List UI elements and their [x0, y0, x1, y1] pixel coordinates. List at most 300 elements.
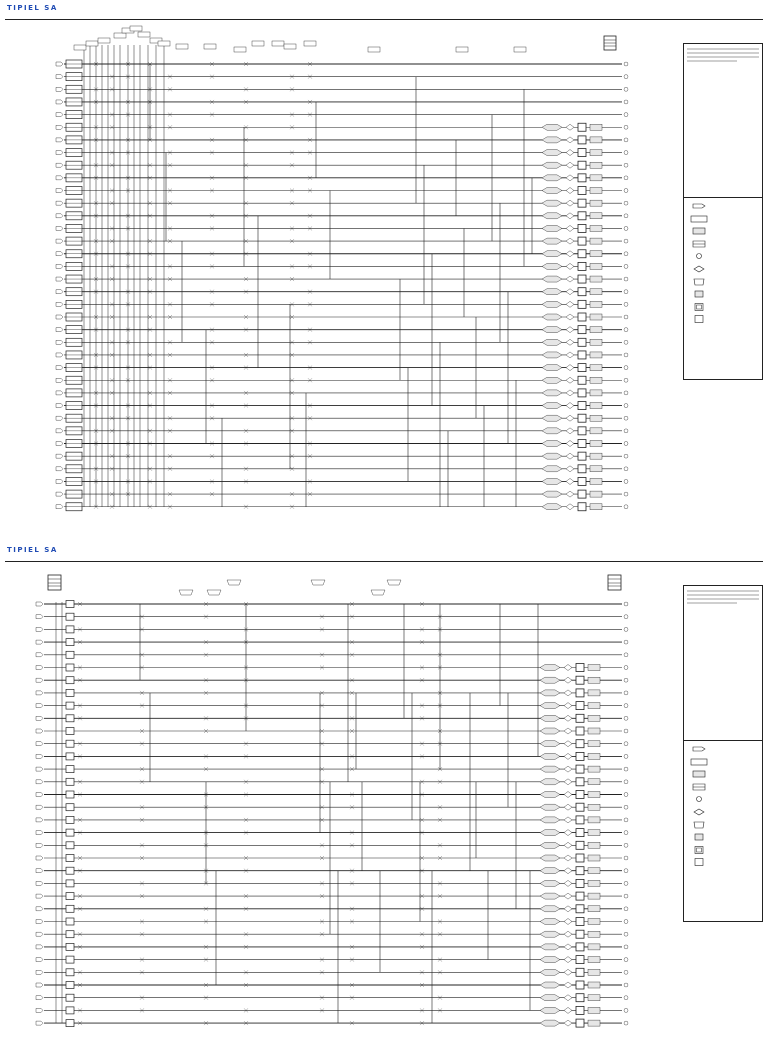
control-box	[576, 994, 584, 1002]
notes-line	[687, 48, 759, 50]
offpage-connector-out	[624, 767, 628, 771]
equipment-tag	[590, 251, 602, 257]
instrument-diamond	[564, 779, 572, 785]
equipment-tag	[590, 301, 602, 307]
offpage-connector-in	[56, 404, 63, 408]
instrument-tag	[540, 728, 560, 734]
offpage-connector-in	[36, 1008, 43, 1012]
offpage-connector-in	[56, 125, 63, 129]
instrument-diamond	[564, 690, 572, 696]
equipment-tag	[588, 804, 600, 810]
instrument-tag	[542, 415, 562, 421]
offpage-connector-out	[624, 818, 628, 822]
offpage-connector-in	[36, 932, 43, 936]
offpage-connector-in	[56, 75, 63, 79]
instrument-tag	[540, 741, 560, 747]
instrument-tag	[542, 327, 562, 333]
panel-icon	[695, 316, 703, 323]
header-tag	[130, 26, 142, 31]
offpage-connector-in	[56, 290, 63, 294]
offpage-connector-out	[624, 189, 628, 193]
control-box	[576, 765, 584, 773]
control-box	[576, 791, 584, 799]
instrument-tag	[542, 314, 562, 320]
control-box	[576, 943, 584, 951]
header-tag	[284, 44, 296, 49]
control-box	[576, 854, 584, 862]
instrument-diamond	[564, 944, 572, 950]
offpage-connector-out	[624, 831, 628, 835]
offpage-connector-out	[624, 151, 628, 155]
legend-item	[684, 213, 762, 226]
equipment-tag	[590, 441, 602, 447]
instrument-diamond	[564, 817, 572, 823]
equipment-tag	[588, 919, 600, 925]
instrument-diamond	[564, 893, 572, 899]
equipment-tag	[588, 665, 600, 671]
offpage-connector-in	[36, 805, 43, 809]
instrument-tag	[542, 263, 562, 269]
offpage-connector-symbol	[690, 202, 708, 210]
offpage-connector-in	[56, 62, 63, 66]
control-box	[578, 414, 586, 422]
instrument-tag	[542, 339, 562, 345]
instrument-tag	[542, 301, 562, 307]
offpage-connector-in	[36, 920, 43, 924]
offpage-connector-in	[36, 627, 43, 631]
offpage-connector-out	[624, 239, 628, 243]
offpage-connector-out	[624, 691, 628, 695]
instrument-diamond	[566, 428, 574, 434]
instrument-diamond	[564, 931, 572, 937]
legend-item	[684, 288, 762, 301]
equipment-tag	[590, 188, 602, 194]
offpage-connector-out	[624, 894, 628, 898]
offpage-connector-in	[36, 742, 43, 746]
equipment-tag-symbol	[690, 783, 708, 791]
offpage-connector-in	[56, 138, 63, 142]
control-box	[578, 402, 586, 410]
offpage-connector-out	[624, 704, 628, 708]
instrument-diamond	[564, 969, 572, 975]
control-box	[578, 376, 586, 384]
offpage-connector-in	[36, 970, 43, 974]
equipment-tag	[588, 969, 600, 975]
equipment-tag	[590, 339, 602, 345]
instrument-tag	[540, 855, 560, 861]
equipment-tag	[590, 453, 602, 459]
instrument-tag	[542, 377, 562, 383]
instrument-symbol	[690, 265, 708, 273]
offpage-connector-out	[624, 252, 628, 256]
equipment-tag	[590, 175, 602, 181]
offpage-connector-in	[36, 640, 43, 644]
instrument-tag	[540, 817, 560, 823]
offpage-connector-in	[56, 416, 63, 420]
heat-exchanger-symbol	[690, 770, 708, 778]
offpage-connector-out	[624, 1008, 628, 1012]
offpage-connector-out	[624, 176, 628, 180]
equipment-tag	[588, 690, 600, 696]
control-box	[578, 136, 586, 144]
header-tag	[368, 47, 380, 52]
equipment-tag	[590, 415, 602, 421]
instrument-tag	[542, 162, 562, 168]
header-tag	[311, 580, 325, 585]
instrument-diamond	[564, 1020, 572, 1026]
control-box	[578, 275, 586, 283]
instrument-diamond	[564, 868, 572, 874]
control-box	[576, 918, 584, 926]
notes-line	[687, 590, 759, 592]
offpage-connector-in	[56, 151, 63, 155]
control-box	[576, 689, 584, 697]
offpage-connector-out	[624, 856, 628, 860]
legend-item	[684, 238, 762, 251]
instrument-tag	[542, 453, 562, 459]
control-box	[66, 829, 74, 836]
equipment-tag	[590, 137, 602, 143]
instrument-diamond	[566, 365, 574, 371]
instrument-tag	[540, 1020, 560, 1026]
heat-exchanger-icon	[693, 228, 705, 234]
control-box	[66, 956, 74, 963]
offpage-connector-out	[624, 653, 628, 657]
instrument-diamond	[564, 842, 572, 848]
equipment-tag	[590, 403, 602, 409]
control-box	[578, 389, 586, 397]
control-box	[66, 791, 74, 798]
control-box	[66, 855, 74, 862]
instrument-diamond	[564, 919, 572, 925]
control-box	[578, 313, 586, 321]
instrument-diamond	[564, 741, 572, 747]
offpage-connector-in	[56, 479, 63, 483]
control-box	[576, 841, 584, 849]
control-box	[578, 187, 586, 195]
vessel-symbol	[690, 758, 708, 766]
offpage-connector-icon	[693, 204, 705, 208]
instrument-tag	[542, 352, 562, 358]
control-box	[578, 427, 586, 435]
offpage-connector-out	[624, 945, 628, 949]
instrument-tag	[542, 150, 562, 156]
offpage-connector-out	[624, 716, 628, 720]
control-box	[66, 905, 74, 912]
offpage-connector-in	[36, 958, 43, 962]
header-tag	[138, 32, 150, 37]
control-box-icon	[695, 303, 703, 310]
trapezoid-tag-symbol	[690, 821, 708, 829]
offpage-connector-in	[36, 780, 43, 784]
instrument-diamond	[566, 251, 574, 257]
offpage-connector-out	[624, 958, 628, 962]
offpage-connector-in	[56, 492, 63, 496]
offpage-connector-out	[624, 843, 628, 847]
legend-item	[684, 313, 762, 326]
equipment-tag	[588, 995, 600, 1001]
panel-icon	[695, 859, 703, 866]
header-tag	[98, 38, 110, 43]
control-box	[578, 199, 586, 207]
control-box	[66, 740, 74, 747]
notes-line	[687, 60, 737, 62]
offpage-connector-in	[36, 843, 43, 847]
instrument-diamond	[566, 415, 574, 421]
instrument-diamond	[566, 238, 574, 244]
instrument-diamond	[566, 137, 574, 143]
control-box	[66, 766, 74, 773]
control-box	[578, 237, 586, 245]
header-tag	[304, 41, 316, 46]
instrument-diamond	[566, 200, 574, 206]
instrument-tag	[540, 868, 560, 874]
offpage-connector-out	[624, 615, 628, 619]
offpage-connector-in	[56, 163, 63, 167]
instrument-diamond	[566, 466, 574, 472]
control-box	[66, 601, 74, 608]
offpage-connector-in	[56, 505, 63, 509]
control-box	[66, 728, 74, 735]
control-box	[66, 893, 74, 900]
legend-item	[684, 200, 762, 213]
instrument-tag	[540, 919, 560, 925]
offpage-connector-out	[624, 429, 628, 433]
offpage-connector-in	[56, 328, 63, 332]
control-box	[66, 1007, 74, 1014]
header-tag	[86, 41, 98, 46]
offpage-connector-out	[624, 793, 628, 797]
offpage-connector-in	[56, 442, 63, 446]
instrument-tag	[540, 842, 560, 848]
instrument-tag	[540, 893, 560, 899]
heat-exchanger-symbol	[690, 227, 708, 235]
offpage-connector-out	[624, 378, 628, 382]
legend-item	[684, 781, 762, 794]
offpage-connector-in	[56, 302, 63, 306]
notes-panel	[683, 585, 763, 741]
instrument-tag	[542, 225, 562, 231]
offpage-connector-out	[624, 201, 628, 205]
offpage-connector-in	[36, 678, 43, 682]
equipment-tag	[588, 677, 600, 683]
control-box	[66, 639, 74, 646]
control-box	[578, 250, 586, 258]
offpage-connector-in	[56, 239, 63, 243]
offpage-connector-out	[624, 492, 628, 496]
offpage-connector-out	[624, 742, 628, 746]
notes-heading	[684, 586, 762, 588]
instrument-tag	[542, 428, 562, 434]
instrument-diamond	[566, 441, 574, 447]
control-box	[66, 677, 74, 684]
instrument-tag	[542, 365, 562, 371]
equipment-tag-icon	[693, 241, 705, 247]
equipment-tag	[590, 289, 602, 295]
instrument-diamond	[564, 677, 572, 683]
offpage-connector-in	[56, 201, 63, 205]
control-box	[578, 364, 586, 372]
instrument-tag	[542, 491, 562, 497]
offpage-connector-out	[624, 62, 628, 66]
instrument-tag	[542, 238, 562, 244]
header-tag	[371, 590, 385, 595]
offpage-connector-out	[624, 640, 628, 644]
instrument-diamond	[564, 703, 572, 709]
equipment-tag	[588, 842, 600, 848]
offpage-connector-out	[624, 869, 628, 873]
instrument-tag	[540, 1007, 560, 1013]
equipment-tag	[590, 466, 602, 472]
equipment-tag-icon	[693, 784, 705, 790]
control-box	[578, 351, 586, 359]
offpage-connector-out	[624, 442, 628, 446]
equipment-tag	[588, 715, 600, 721]
equipment-tag	[588, 931, 600, 937]
vessel-icon	[691, 759, 707, 765]
instrument-icon	[694, 809, 704, 815]
header-tag	[272, 41, 284, 46]
header-tag	[179, 590, 193, 595]
offpage-connector-in	[56, 176, 63, 180]
instrument-tag	[540, 969, 560, 975]
offpage-connector-in	[36, 666, 43, 670]
instrument-tag	[540, 804, 560, 810]
instrument-diamond	[564, 665, 572, 671]
header-tag	[456, 47, 468, 52]
offpage-connector-in	[36, 831, 43, 835]
instrument-diamond	[566, 403, 574, 409]
header-tag	[74, 45, 86, 50]
instrument-diamond	[564, 1007, 572, 1013]
equipment-tag	[590, 478, 602, 484]
control-box	[576, 930, 584, 938]
equipment-tag	[590, 327, 602, 333]
instrument-diamond	[566, 453, 574, 459]
offpage-connector-out	[624, 100, 628, 104]
equipment-tag	[588, 728, 600, 734]
instrument-tag	[540, 906, 560, 912]
control-box	[576, 981, 584, 989]
instrument-tag	[540, 944, 560, 950]
instrument-diamond	[566, 263, 574, 269]
instrument-tag	[540, 677, 560, 683]
legend-item	[684, 276, 762, 289]
offpage-connector-out	[624, 780, 628, 784]
offpage-connector-in	[36, 754, 43, 758]
offpage-connector-in	[36, 818, 43, 822]
header-tag	[387, 580, 401, 585]
equipment-tag	[588, 703, 600, 709]
offpage-connector-in	[56, 226, 63, 230]
offpage-connector-out	[624, 163, 628, 167]
instrument-diamond	[564, 830, 572, 836]
control-box	[576, 714, 584, 722]
control-box	[576, 664, 584, 672]
equipment-tag	[588, 906, 600, 912]
instrument-tag	[540, 703, 560, 709]
instrument-tag	[540, 792, 560, 798]
equipment-tag	[590, 352, 602, 358]
equipment-tag	[590, 200, 602, 206]
control-box	[576, 879, 584, 887]
equipment-tag	[588, 1007, 600, 1013]
equipment-tag	[588, 893, 600, 899]
company-logo: TIPIEL SA	[7, 546, 58, 554]
control-box	[66, 651, 74, 658]
control-box	[576, 892, 584, 900]
instrument-tag	[542, 124, 562, 130]
control-box	[576, 867, 584, 875]
offpage-connector-in	[36, 793, 43, 797]
control-box	[578, 212, 586, 220]
offpage-connector-symbol	[690, 745, 708, 753]
offpage-connector-in	[36, 869, 43, 873]
offpage-connector-in	[36, 907, 43, 911]
notes-line	[687, 52, 759, 54]
header-tag	[204, 44, 216, 49]
instrument-diamond	[564, 804, 572, 810]
instrument-tag	[542, 504, 562, 510]
instrument-diamond	[566, 327, 574, 333]
control-box	[576, 968, 584, 976]
offpage-connector-in	[56, 467, 63, 471]
notes-heading	[684, 44, 762, 46]
equipment-tag-symbol	[690, 240, 708, 248]
offpage-connector-out	[624, 932, 628, 936]
legend-item	[684, 250, 762, 263]
instrument-diamond	[566, 276, 574, 282]
offpage-connector-out	[624, 881, 628, 885]
instrument-diamond	[566, 188, 574, 194]
offpage-connector-out	[624, 754, 628, 758]
control-box	[578, 224, 586, 232]
header-tag	[176, 44, 188, 49]
instrument-diamond	[564, 880, 572, 886]
instrument-tag	[542, 390, 562, 396]
control-box	[578, 123, 586, 131]
instrument-tag	[542, 289, 562, 295]
offpage-connector-in	[36, 729, 43, 733]
offpage-connector-in	[56, 366, 63, 370]
trapezoid-tag-icon	[694, 822, 704, 828]
process-diagram	[0, 0, 680, 512]
equipment-tag	[588, 830, 600, 836]
control-box	[578, 490, 586, 498]
offpage-connector-in	[36, 983, 43, 987]
header-tag	[207, 590, 221, 595]
control-box	[66, 842, 74, 849]
panel-symbol	[690, 858, 708, 866]
instrument-tag	[540, 753, 560, 759]
header-tag	[252, 41, 264, 46]
offpage-connector-in	[56, 87, 63, 91]
control-box	[578, 338, 586, 346]
instrument-diamond	[566, 478, 574, 484]
notes-line	[687, 602, 737, 604]
offpage-connector-in	[56, 214, 63, 218]
offpage-connector-in	[56, 340, 63, 344]
valve-icon	[697, 797, 702, 802]
offpage-connector-in	[56, 429, 63, 433]
offpage-connector-out	[624, 226, 628, 230]
equipment-tag	[588, 766, 600, 772]
offpage-connector-out	[624, 602, 628, 606]
instrument-diamond	[564, 995, 572, 1001]
equipment-tag	[590, 365, 602, 371]
offpage-connector-in	[36, 615, 43, 619]
instrument-diamond	[566, 225, 574, 231]
